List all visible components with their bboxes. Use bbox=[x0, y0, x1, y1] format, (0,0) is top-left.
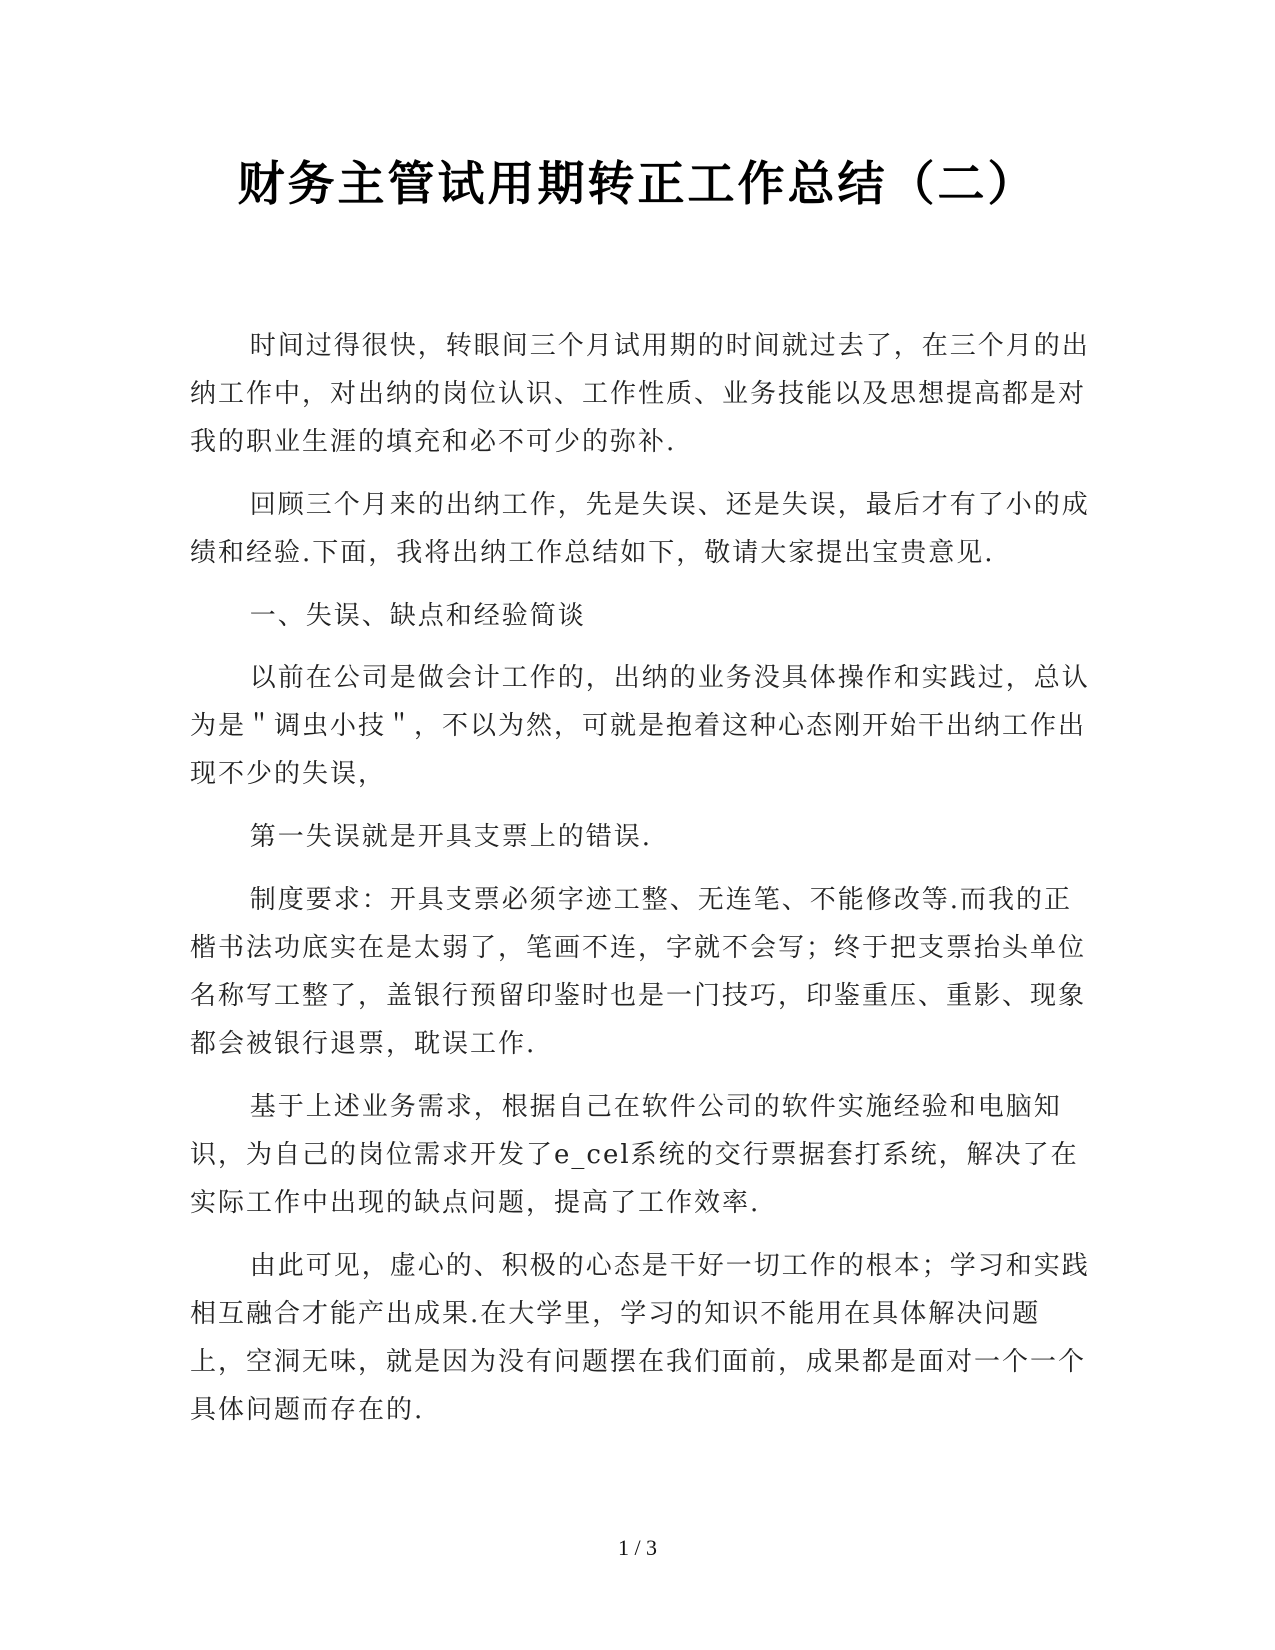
paragraph-intro: 时间过得很快，转眼间三个月试用期的时间就过去了，在三个月的出纳工作中，对出纳的岗位认识、工作性质、业务技能以及思想提高都是对我的职业生涯的填充和必不可少的弥补. bbox=[190, 331, 1090, 457]
document-title: 财务主管试用期转正工作总结（二） bbox=[237, 157, 1038, 212]
paragraph-solution: 基于上述业务需求，根据自己在软件公司的软件实施经验和电脑知识，为自己的岗位需求开发了e_cel系统的交行票据套打系统，解决了在实际工作中出现的缺点问题，提高了工作效率. bbox=[190, 1092, 1079, 1218]
paragraph-previous-work: 以前在公司是做会计工作的，出纳的业务没具体操作和实践过，总认为是＂调虫小技＂，不以为然，可就是抱着这种心态刚开始干出纳工作出现不少的失误， bbox=[190, 663, 1090, 789]
paragraph-review: 回顾三个月来的出纳工作，先是失误、还是失误，最后才有了小的成绩和经验.下面，我将出纳工作总结如下，敬请大家提出宝贵意见. bbox=[190, 490, 1090, 568]
section-heading: 一、失误、缺点和经验简谈 bbox=[249, 601, 586, 631]
document-body bbox=[190, 322, 1090, 1449]
paragraph-rules: 制度要求：开具支票必须字迹工整、无连笔、不能修改等.而我的正楷书法功底实在是太弱了，笔画不连，字就不会写；终于把支票抬头单位名称写工整了，盖银行预留印鉴时也是一门技巧，印鉴重压、重影、现象都会被银行退票，耽误工作. bbox=[190, 885, 1087, 1059]
page-number: 1 / 3 bbox=[617, 1535, 658, 1560]
paragraph-first-mistake: 第一失误就是开具支票上的错误. bbox=[249, 822, 653, 852]
paragraph-conclusion: 由此可见，虚心的、积极的心态是干好一切工作的根本；学习和实践相互融合才能产出成果.在大学里，学习的知识不能用在具体解决问题上，空洞无味，就是因为没有问题摆在我们面前，成果都是面对一个一个具体问题而存在的. bbox=[190, 1251, 1090, 1425]
